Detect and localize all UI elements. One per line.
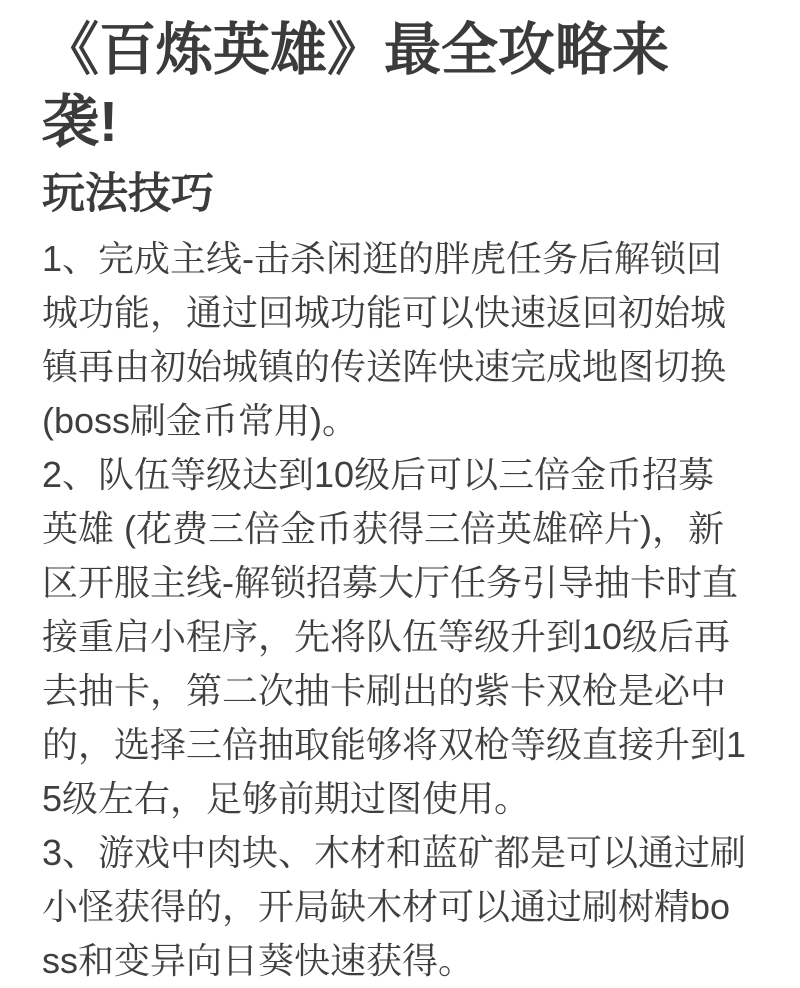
paragraph-tip-3: 3、游戏中肉块、木材和蓝矿都是可以通过刷小怪获得的，开局缺木材可以通过刷树精boss和变异向日葵快速获得。	[42, 832, 747, 981]
paragraph-tip-1: 1、完成主线-击杀闲逛的胖虎任务后解锁回城功能，通过回城功能可以快速返回初始城镇再由初始城镇的传送阵快速完成地图切换(boss刷金币常用)。	[42, 238, 727, 441]
page-title: 《百炼英雄》最全攻略来袭!	[42, 18, 669, 154]
article-body	[42, 232, 756, 988]
paragraph-tip-2: 2、队伍等级达到10级后可以三倍金币招募英雄 (花费三倍金币获得三倍英雄碎片)，新区开服主线-解锁招募大厅任务引导抽卡时直接重启小程序，先将队伍等级升到10级后再去抽卡，第二次抽卡刷出的紫卡双枪是必中的，选择三倍抽取能够将双枪等级直接升到15级左右，足够前期过图使用。	[42, 454, 747, 819]
section-heading: 玩法技巧	[42, 170, 214, 218]
